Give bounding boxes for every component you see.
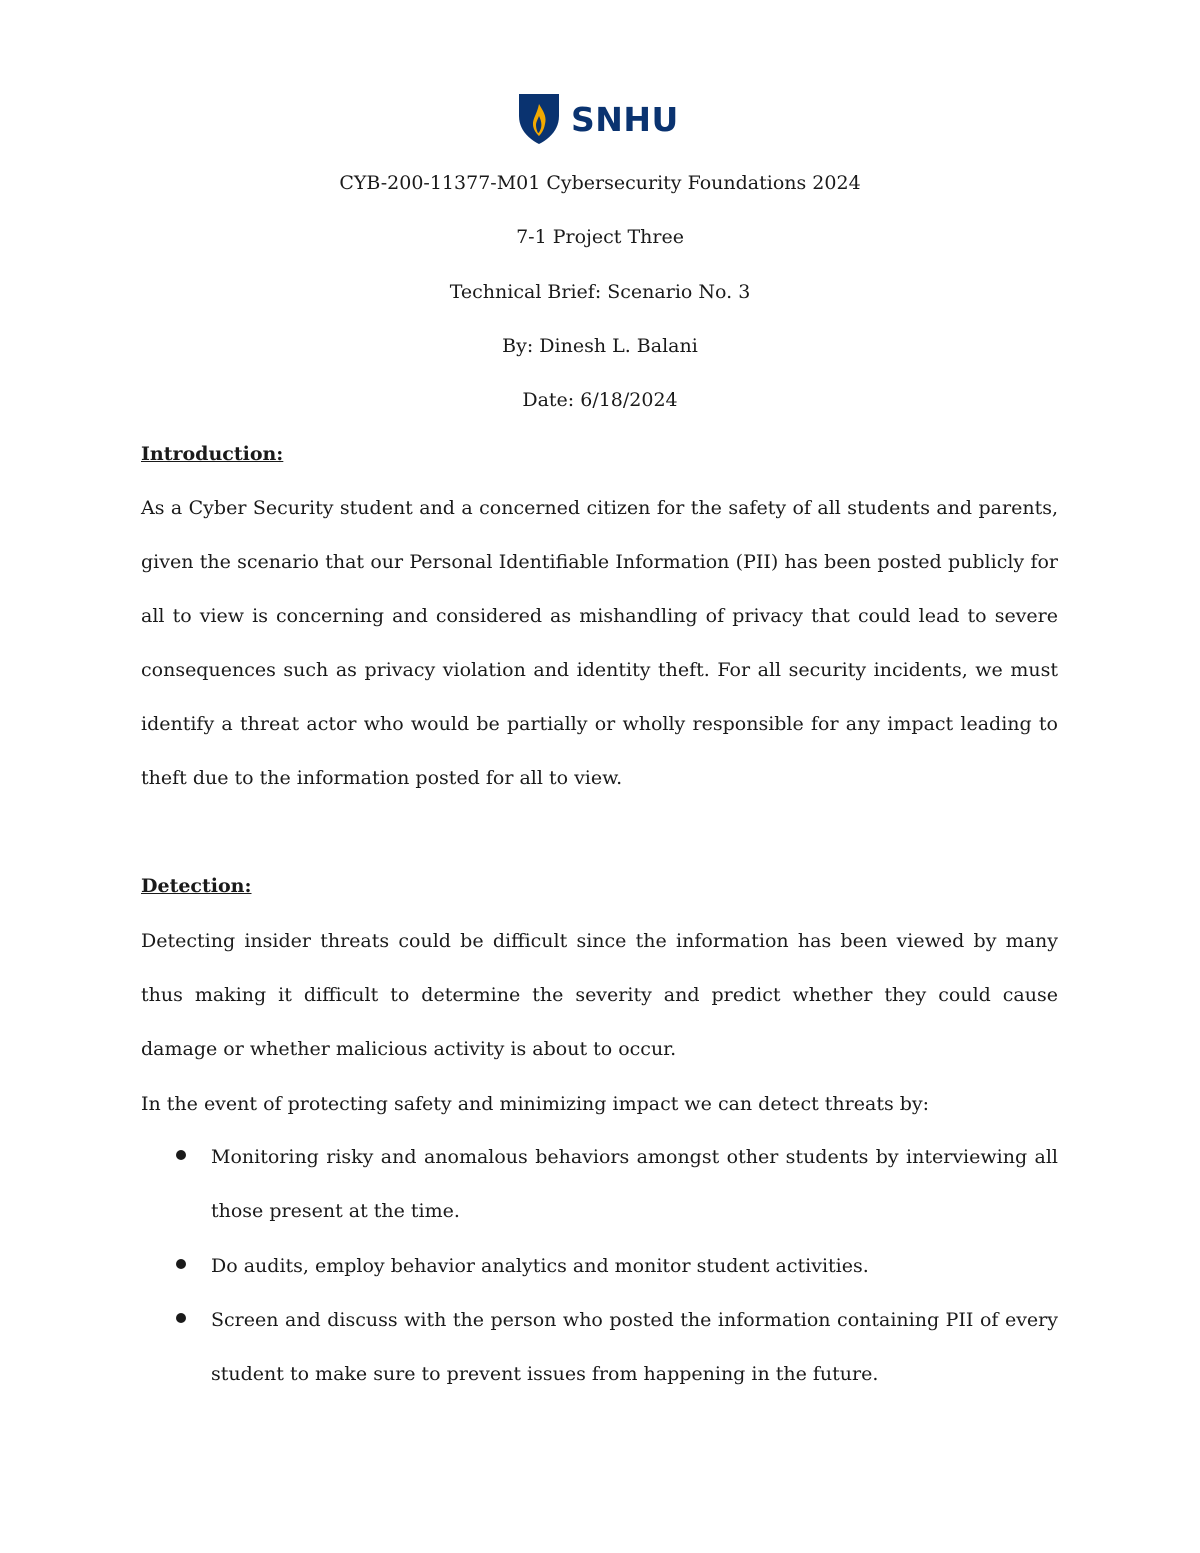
flame-shield-icon <box>517 92 561 146</box>
list-item-text: Monitoring risky and anomalous behaviors amongst other students by interviewing all those present at the time. <box>211 1146 1058 1222</box>
brief-title: Technical Brief: Scenario No. 3 <box>449 281 751 303</box>
list-item-text: Do audits, employ behavior analytics and monitor student activities. <box>211 1255 869 1277</box>
author-line: By: Dinesh L. Balani <box>502 335 698 357</box>
list-item <box>141 1239 1058 1293</box>
introduction-heading: Introduction: <box>141 443 284 465</box>
bullet-icon <box>176 1313 186 1323</box>
list-item <box>141 1130 1058 1238</box>
snhu-logo <box>517 92 679 146</box>
bullet-icon <box>176 1150 186 1160</box>
list-item <box>141 1293 1058 1401</box>
detection-lead-in: In the event of protecting safety and minimizing impact we can detect threats by: <box>141 1093 930 1115</box>
date-line: Date: 6/18/2024 <box>522 389 678 411</box>
introduction-paragraph: As a Cyber Security student and a concerned citizen for the safety of all students and parents, given the scenario that our Personal Identifiable Information (PII) has been posted publicly for all to view is concerning and considered as mishandling of privacy that could lead to severe consequences such as privacy violation and identity theft. For all security incidents, we must identify a threat actor who would be partially or wholly responsible for any impact leading to theft due to the information posted for all to view. <box>141 497 1058 789</box>
detection-paragraph: Detecting insider threats could be difficult since the information has been viewed by many thus making it difficult to determine the severity and predict whether they could cause damage or whether malicious activity is about to occur. <box>141 930 1058 1060</box>
course-title: CYB-200-11377-M01 Cybersecurity Foundations 2024 <box>339 172 861 194</box>
bullet-icon <box>176 1259 186 1269</box>
list-item-text: Screen and discuss with the person who posted the information containing PII of every student to make sure to prevent issues from happening in the future. <box>211 1309 1058 1385</box>
project-title: 7-1 Project Three <box>516 226 684 248</box>
logo-wordmark: SNHU <box>571 99 679 139</box>
detection-heading: Detection: <box>141 875 252 897</box>
